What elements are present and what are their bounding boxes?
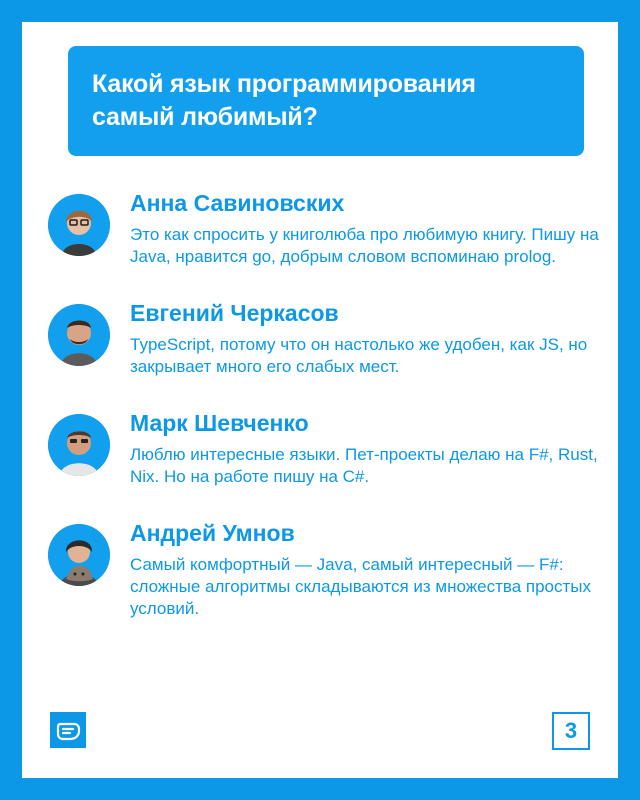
brand-logo-icon: [50, 712, 86, 748]
answer-item: [48, 188, 608, 298]
person-avatar-icon: [48, 414, 110, 476]
avatar-anna: [48, 194, 110, 256]
answer-text: TypeScript, потому что он настолько же удобен, как JS, но закрывает много его слабых мест.: [130, 335, 588, 376]
avatar-evgeniy: [48, 304, 110, 366]
brand-logo-icon: [50, 712, 86, 748]
avatar-mark: [48, 414, 110, 476]
answer-name: Андрей Умнов: [130, 520, 295, 546]
slide-card: [22, 22, 618, 778]
answer-text: Люблю интересные языки. Пет-проекты делаю на F#, Rust, Nix. Но на работе пишу на C#.: [130, 445, 598, 486]
page-number: 3: [552, 712, 590, 750]
answer-text: Самый комфортный — Java, самый интересный — F#: сложные алгоритмы складываются из множества простых условий.: [130, 555, 591, 618]
answer-name: Марк Шевченко: [130, 410, 309, 436]
person-avatar-icon: [48, 194, 110, 256]
person-avatar-icon: [48, 524, 110, 586]
answer-item: [48, 298, 608, 408]
answers-list: [48, 188, 608, 628]
answer-item: [48, 408, 608, 518]
person-avatar-icon: [48, 304, 110, 366]
answer-item: [48, 518, 608, 628]
answer-name: Евгений Черкасов: [130, 300, 339, 326]
question-bubble: [68, 46, 584, 156]
question-title: Какой язык программирования самый любимый?: [92, 70, 476, 131]
answer-name: Анна Савиновских: [130, 190, 345, 216]
avatar-andrey: [48, 524, 110, 586]
answer-text: Это как спросить у книголюба про любимую книгу. Пишу на Java, нравится go, добрым словом вспоминаю prolog.: [130, 225, 599, 266]
